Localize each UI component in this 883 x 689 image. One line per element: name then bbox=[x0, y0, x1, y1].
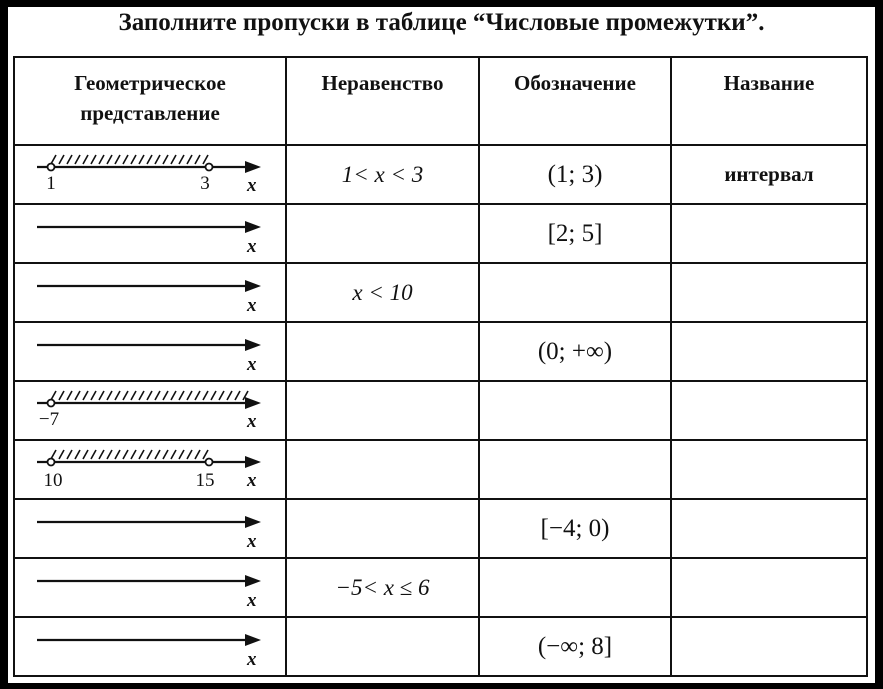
table-row bbox=[14, 263, 867, 322]
axis-arrow bbox=[245, 339, 261, 351]
tick-label: 3 bbox=[200, 173, 210, 194]
name-cell: интервал bbox=[671, 145, 867, 204]
task-title: Заполните пропуски в таблице “Числовые промежутки”. bbox=[118, 9, 765, 36]
inequality-cell bbox=[286, 204, 479, 263]
notation-cell bbox=[479, 381, 671, 440]
axis-arrow bbox=[245, 161, 261, 173]
number-line-cell bbox=[14, 263, 286, 322]
axis-arrow bbox=[245, 221, 261, 233]
worksheet-page bbox=[8, 7, 875, 683]
header-geometric: Геометрическое представление bbox=[14, 57, 286, 145]
header-row bbox=[14, 57, 867, 145]
axis-arrow bbox=[245, 456, 261, 468]
number-line-cell bbox=[14, 322, 286, 381]
number-line-cell bbox=[14, 204, 286, 263]
number-line bbox=[15, 264, 285, 321]
shading bbox=[51, 450, 208, 459]
table-row bbox=[14, 617, 867, 676]
table-row bbox=[14, 204, 867, 263]
number-line-cell bbox=[14, 558, 286, 617]
axis-variable: x bbox=[247, 295, 257, 316]
number-line bbox=[15, 500, 285, 557]
notation-cell bbox=[479, 440, 671, 499]
number-line-cell bbox=[14, 499, 286, 558]
notation-cell: (−∞; 8] bbox=[479, 617, 671, 676]
axis-arrow bbox=[245, 634, 261, 646]
axis-arrow bbox=[245, 516, 261, 528]
tick-label: 10 bbox=[43, 470, 63, 491]
axis-variable: x bbox=[247, 531, 257, 552]
header-inequality: Неравенство bbox=[286, 57, 479, 145]
name-cell bbox=[671, 558, 867, 617]
inequality-cell bbox=[286, 499, 479, 558]
axis-variable: x bbox=[247, 470, 257, 491]
inequality-cell: −5< x ≤ 6 bbox=[286, 558, 479, 617]
number-line bbox=[15, 323, 285, 380]
number-line bbox=[15, 441, 285, 498]
number-line bbox=[15, 382, 285, 439]
inequality-cell bbox=[286, 322, 479, 381]
tick-label: 1 bbox=[46, 173, 56, 194]
inequality-cell bbox=[286, 440, 479, 499]
table-row bbox=[14, 499, 867, 558]
axis-variable: x bbox=[247, 354, 257, 375]
number-line bbox=[15, 205, 285, 262]
table-row bbox=[14, 381, 867, 440]
axis-variable: x bbox=[247, 236, 257, 257]
axis-variable: x bbox=[247, 411, 257, 432]
notation-cell bbox=[479, 263, 671, 322]
inequality-cell bbox=[286, 617, 479, 676]
axis-arrow bbox=[245, 280, 261, 292]
axis-variable: x bbox=[247, 175, 257, 196]
name-cell bbox=[671, 499, 867, 558]
number-line-cell bbox=[14, 145, 286, 204]
notation-cell: (0; +∞) bbox=[479, 322, 671, 381]
shading bbox=[51, 155, 208, 164]
number-line bbox=[15, 559, 285, 616]
number-line-cell bbox=[14, 381, 286, 440]
table-row bbox=[14, 145, 867, 204]
inequality-cell: x < 10 bbox=[286, 263, 479, 322]
inequality-cell: 1< x < 3 bbox=[286, 145, 479, 204]
number-intervals-table bbox=[13, 56, 868, 677]
open-point bbox=[206, 164, 213, 171]
table-row bbox=[14, 558, 867, 617]
tick-label: 15 bbox=[195, 470, 215, 491]
axis-arrow bbox=[245, 575, 261, 587]
notation-cell: (1; 3) bbox=[479, 145, 671, 204]
name-cell bbox=[671, 263, 867, 322]
header-notation: Обозначение bbox=[479, 57, 671, 145]
number-line bbox=[15, 146, 285, 203]
axis-variable: x bbox=[247, 649, 257, 670]
table-row bbox=[14, 322, 867, 381]
name-cell bbox=[671, 204, 867, 263]
open-point bbox=[206, 459, 213, 466]
name-cell bbox=[671, 617, 867, 676]
number-line-cell bbox=[14, 440, 286, 499]
number-line-cell bbox=[14, 617, 286, 676]
header-name: Название bbox=[671, 57, 867, 145]
notation-cell bbox=[479, 558, 671, 617]
notation-cell: [2; 5] bbox=[479, 204, 671, 263]
axis-arrow bbox=[245, 397, 261, 409]
name-cell bbox=[671, 381, 867, 440]
open-point bbox=[48, 400, 55, 407]
open-point bbox=[48, 164, 55, 171]
open-point bbox=[48, 459, 55, 466]
table-row bbox=[14, 440, 867, 499]
name-cell bbox=[671, 440, 867, 499]
notation-cell: [−4; 0) bbox=[479, 499, 671, 558]
name-cell bbox=[671, 322, 867, 381]
shading bbox=[51, 391, 248, 400]
tick-label: −7 bbox=[38, 409, 60, 430]
number-line bbox=[15, 618, 285, 675]
axis-variable: x bbox=[247, 590, 257, 611]
inequality-cell bbox=[286, 381, 479, 440]
